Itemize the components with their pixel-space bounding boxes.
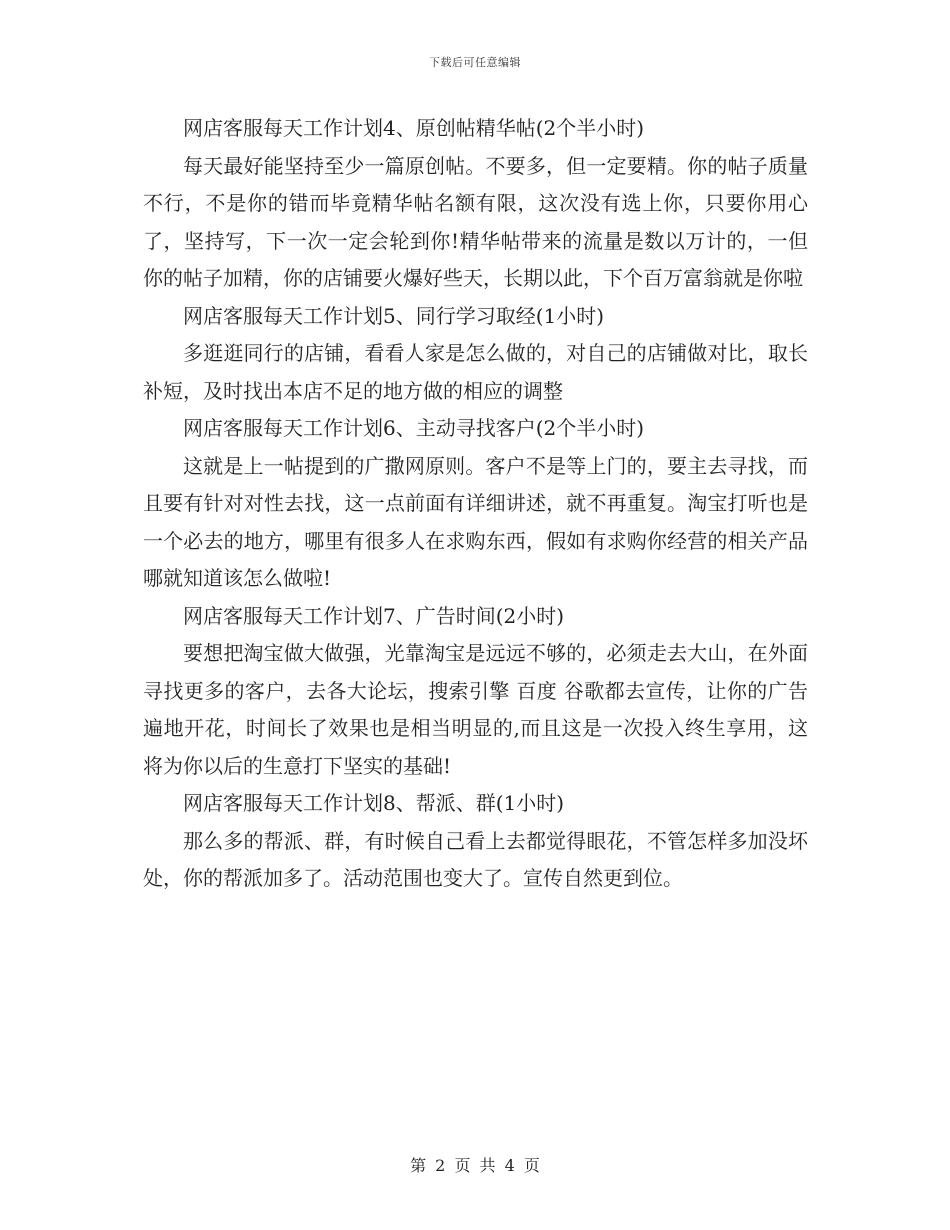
document-body (143, 110, 808, 898)
section-body-7: 要想把淘宝做大做强，光靠淘宝是远远不够的，必须走去大山，在外面寻找更多的客户，去各大论坛，搜索引擎 百度 谷歌都去宣传，让你的广告遍地开花，时间长了效果也是相当明显的,而且这是一次投入终生享用，这将为你以后的生意打下坚实的基础! (143, 641, 808, 778)
page-header: 下载后可任意编辑 (429, 56, 521, 69)
page-number: 第 2 页 共 4 页 (410, 1156, 540, 1175)
section-body-8: 那么多的帮派、群，有时候自己看上去都觉得眼花，不管怎样多加没坏处，你的帮派加多了。活动范围也变大了。宣传自然更到位。 (143, 828, 808, 890)
section-body-6: 这就是上一帖提到的广撒网原则。客户不是等上门的，要主去寻找，而且要有针对对性去找，这一点前面有详细讲述，就不再重复。淘宝打听也是一个必去的地方，哪里有很多人在求购东西，假如有求购你经营的相关产品哪就知道该怎么做啦! (143, 453, 808, 590)
section-heading-7: 网店客服每天工作计划7、广告时间(2小时) (183, 603, 565, 628)
section-heading-4: 网店客服每天工作计划4、原创帖精华帖(2个半小时) (183, 116, 645, 140)
section-heading-5: 网店客服每天工作计划5、同行学习取经(1小时) (183, 303, 605, 328)
section-body-4: 每天最好能坚持至少一篇原创帖。不要多，但一定要精。你的帖子质量不行，不是你的错而毕竟精华帖名额有限，这次没有选上你，只要你用心了，坚持写，下一次一定会轮到你!精华帖带来的流量是数以万计的，一但你的帖子加精，你的店铺要火爆好些天，长期以此，下个百万富翁就是你啦 (143, 153, 808, 290)
section-heading-6: 网店客服每天工作计划6、主动寻找客户(2个半小时) (183, 416, 645, 440)
section-heading-8: 网店客服每天工作计划8、帮派、群(1小时) (183, 791, 565, 815)
section-body-5: 多逛逛同行的店铺，看看人家是怎么做的，对自己的店铺做对比，取长补短，及时找出本店不足的地方做的相应的调整 (143, 341, 808, 403)
